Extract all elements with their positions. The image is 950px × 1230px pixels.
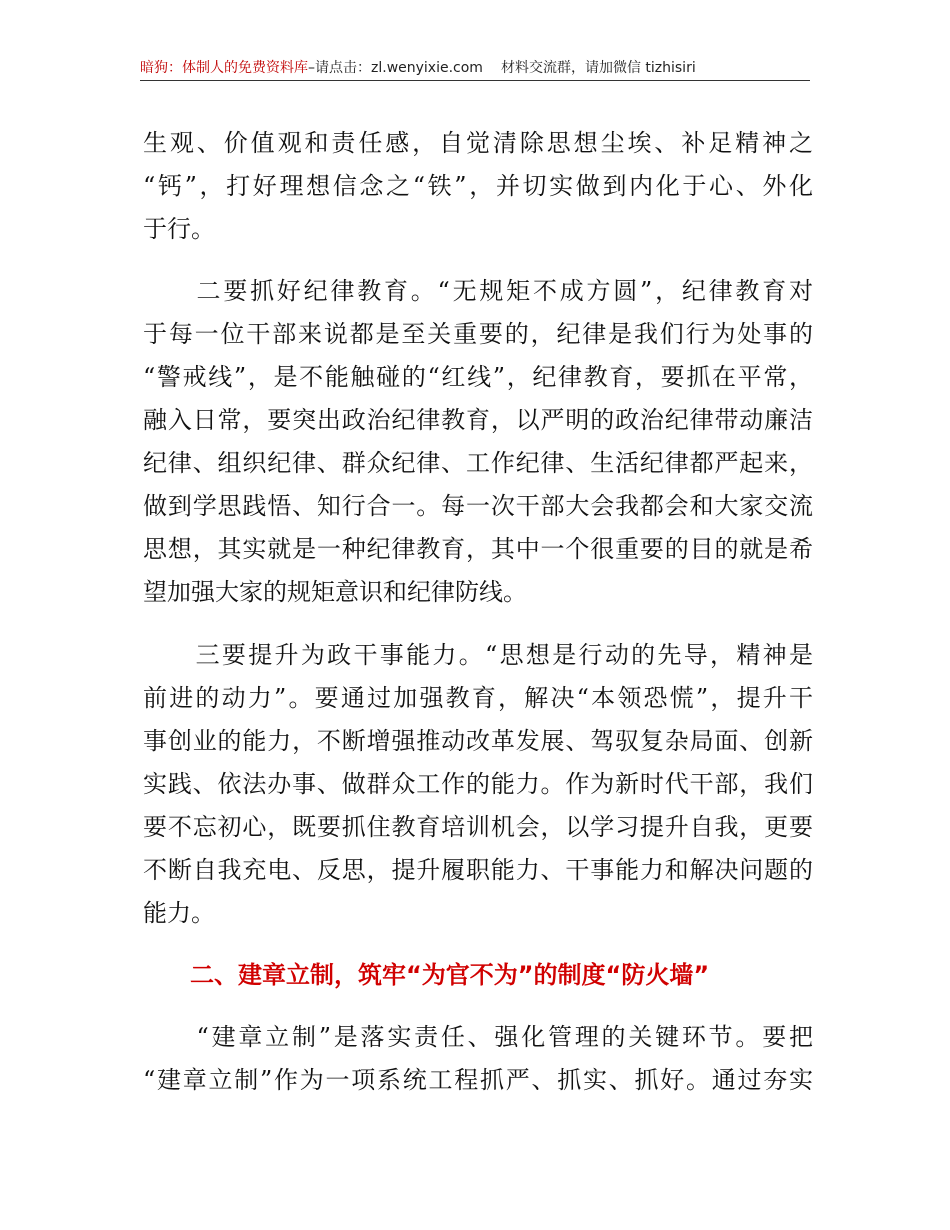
header-divider (140, 80, 810, 81)
paragraph-line: “建章立制”作为一项系统工程抓严、抓实、抓好。通过夯实 (143, 1066, 813, 1094)
paragraph-line: 融入日常，要突出政治纪律教育，以严明的政治纪律带动廉洁 (143, 406, 813, 434)
paragraph-line: “建章立制”是落实责任、强化管理的关键环节。要把 (143, 1023, 813, 1051)
header-url-link[interactable]: zl.wenyixie.com (371, 60, 483, 76)
paragraph-line: 二要抓好纪律教育。“无规矩不成方圆”，纪律教育对 (143, 277, 813, 305)
page-header (140, 58, 810, 78)
paragraph-line: 思想，其实就是一种纪律教育，其中一个很重要的目的就是希 (143, 535, 813, 563)
header-link-prefix: –请点击： (308, 60, 371, 76)
paragraph-line: 前进的动力”。要通过加强教育，解决“本领恐慌”，提升干 (143, 684, 813, 712)
paragraph-line: 三要提升为政干事能力。“思想是行动的先导，精神是 (143, 641, 813, 669)
paragraph-line: 做到学思践悟、知行合一。每一次干部大会我都会和大家交流 (143, 492, 813, 520)
header-contact: 材料交流群，请加微信 tizhisiri (500, 60, 696, 76)
paragraph-line: 能力。 (143, 899, 215, 927)
paragraph-line: 事创业的能力，不断增强推动改革发展、驾驭复杂局面、创新 (143, 727, 813, 755)
paragraph-line: “警戒线”，是不能触碰的“红线”，纪律教育，要抓在平常， (143, 363, 813, 391)
paragraph-line: 实践、依法办事、做群众工作的能力。作为新时代干部，我们 (143, 770, 813, 798)
section-heading: 二、建章立制，筑牢“为官不为”的制度“防火墙” (190, 961, 710, 989)
paragraph-line: 要不忘初心，既要抓住教育培训机会，以学习提升自我，更要 (143, 813, 813, 841)
header-site-name: 暗狗：体制人的免费资料库 (140, 60, 308, 76)
paragraph-line: 于行。 (143, 215, 215, 243)
paragraph-line: 生观、价值观和责任感，自觉清除思想尘埃、补足精神之 (143, 129, 813, 157)
paragraph-line: 于每一位干部来说都是至关重要的，纪律是我们行为处事的 (143, 320, 813, 348)
paragraph-line: 不断自我充电、反思，提升履职能力、干事能力和解决问题的 (143, 856, 813, 884)
paragraph-line: 纪律、组织纪律、群众纪律、工作纪律、生活纪律都严起来， (143, 449, 813, 477)
paragraph-line: “钙”，打好理想信念之“铁”，并切实做到内化于心、外化 (143, 172, 813, 200)
paragraph-line: 望加强大家的规矩意识和纪律防线。 (143, 578, 527, 606)
